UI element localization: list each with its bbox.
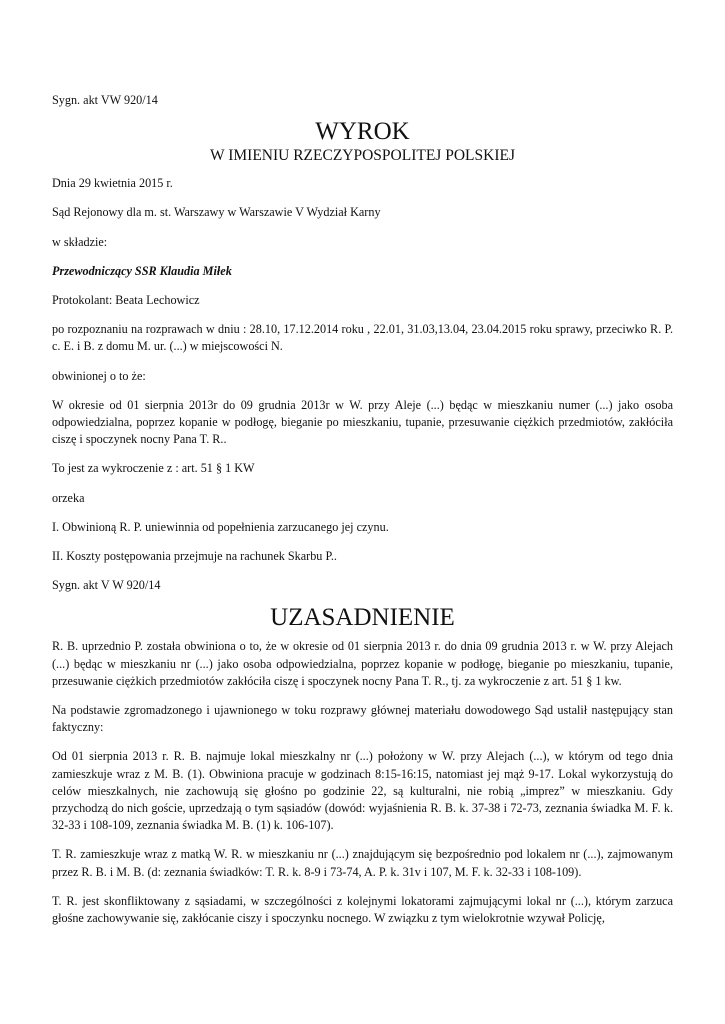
case-signature-justification: Sygn. akt V W 920/14 bbox=[52, 578, 161, 593]
verdict-title: WYROK bbox=[315, 118, 410, 146]
verdict-subtitle: W IMIENIU RZECZYPOSPOLITEJ POLSKIEJ bbox=[210, 147, 515, 165]
justification-paragraph-5: T. R. jest skonfliktowany z sąsiadami, w szczególności z kolejnymi lokatorami zajmującymi lokal nr (...), którym zarzuca głośne zachowywanie się, zakłócanie ciszy i spoczynku nocnego. W związku z tym wielokrotnie wzywał Policję, bbox=[52, 893, 673, 926]
document-page bbox=[52, 92, 673, 939]
offense-line: To jest za wykroczenie z : art. 51 § 1 KW bbox=[52, 461, 255, 476]
composition-label: w składzie: bbox=[52, 234, 108, 249]
justification-paragraph-1: R. B. uprzednio P. została obwiniona o to, że w okresie od 01 sierpnia 2013 r. do dnia 09 grudnia 2013 r. w W. przy Alejach (...) będąc w mieszkaniu nr (...) jako osoba odpowiedzialna, poprzez kopanie w podłogę, bieganie po mieszkaniu, tupanie, przesuwanie ciężkich przedmiotów zakłóciła ciszę i spoczynek nocny Pana T. R., tj. za wykroczenie z art. 51 § 1 kw. bbox=[52, 639, 673, 688]
ruling-point-1: I. Obwinioną R. P. uniewinnia od popełnienia zarzucanego jej czynu. bbox=[52, 519, 389, 534]
charge-paragraph: W okresie od 01 sierpnia 2013r do 09 grudnia 2013r w W. przy Aleje (...) będąc w mieszkaniu numer (...) jako osoba odpowiedzialna, poprzez kopanie w podłogę, bieganie po mieszkaniu, tupanie, przesuwanie ciężkich przedmiotów, zakłóciła ciszę i spoczynek nocny Pana T. R.. bbox=[52, 397, 673, 447]
court-clerk: Protokolant: Beata Lechowicz bbox=[52, 293, 200, 308]
hearing-paragraph: po rozpoznaniu na rozprawach w dniu : 28.10, 17.12.2014 roku , 22.01, 31.03,13.04, 23.04.2015 roku sprawy, przeciwko R. P. c. E. i B. z domu M. ur. (...) w miejscowości N. bbox=[52, 322, 673, 354]
court-name: Sąd Rejonowy dla m. st. Warszawy w Warszawie V Wydział Karny bbox=[52, 205, 381, 220]
case-signature-top: Sygn. akt VW 920/14 bbox=[52, 93, 158, 107]
verdict-date: Dnia 29 kwietnia 2015 r. bbox=[52, 176, 173, 191]
rules-label: orzeka bbox=[52, 490, 85, 505]
justification-paragraph-3: Od 01 sierpnia 2013 r. R. B. najmuje lokal mieszkalny nr (...) położony w W. przy Alejach (...), w którym od tego dnia zamieszkuje wraz z M. B. (1). Obwiniona pracuje w godzinach 8:15-16:15, natomiast jej mąż 9-17. Lokal wykorzystują do celów mieszkalnych, nie zachowują się głośno po godzinie 22, są kulturalni, nie robią „imprez” w mieszkaniu. Gdy przychodzą do nich goście, uprzedzają o tym sąsiadów (dowód: wyjaśnienia R. B. k. 37-38 i 72-73, zeznania świadka M. F. k. 32-33 i 108-109, zeznania świadka M. B. (1) k. 106-107). bbox=[52, 749, 673, 833]
accused-of-label: obwinionej o to że: bbox=[52, 368, 146, 383]
justification-title: UZASADNIENIE bbox=[270, 604, 455, 632]
justification-paragraph-2: Na podstawie zgromadzonego i ujawnionego w toku rozprawy głównej materiału dowodowego Sąd ustalił następujący stan faktyczny: bbox=[52, 703, 673, 735]
ruling-point-2: II. Koszty postępowania przejmuje na rachunek Skarbu P.. bbox=[52, 549, 337, 564]
justification-paragraph-4: T. R. zamieszkuje wraz z matką W. R. w mieszkaniu nr (...) znajdującym się bezpośrednio pod lokalem nr (...), zajmowanym przez R. B. i M. B. (d: zeznania świadków: T. R. k. 8-9 i 73-74, A. P. k. 31v i 107, M. F. k. 32-33 i 108-109). bbox=[52, 847, 673, 879]
presiding-judge: Przewodniczący SSR Klaudia Miłek bbox=[52, 263, 232, 278]
